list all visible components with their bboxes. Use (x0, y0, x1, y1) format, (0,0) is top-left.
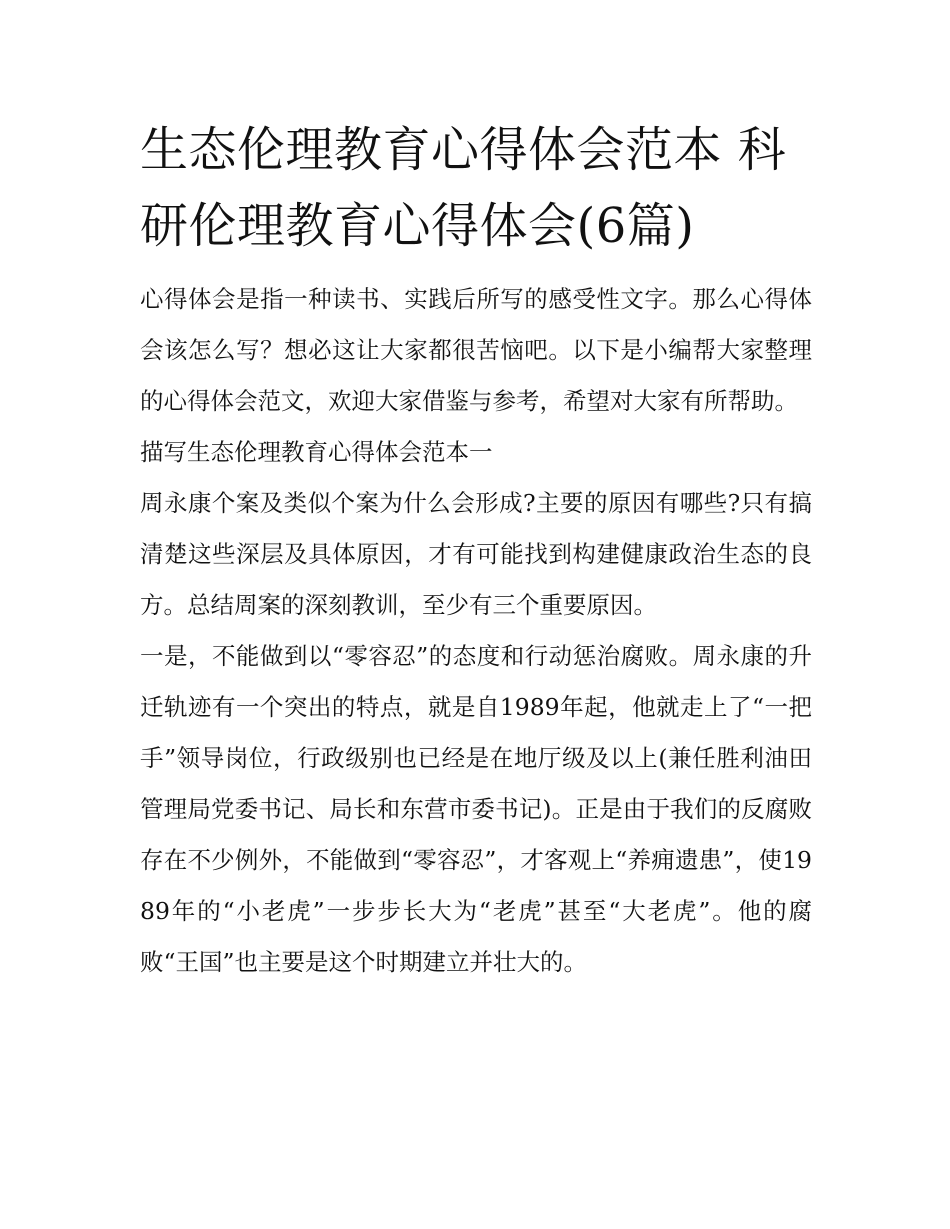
body-paragraph-2: 一是，不能做到以“零容忍”的态度和行动惩治腐败。周永康的升迁轨迹有一个突出的特点，就是自1989年起，他就走上了“一把手”领导岗位，行政级别也已经是在地厅级及以上(兼任胜利油田管理局党委书记、局长和东营市委书记)。正是由于我们的反腐败存在不少例外，不能做到“零容忍”，才客观上“养痈遗患”，使1989年的“小老虎”一步步长大为“老虎”甚至“大老虎”。他的腐败“王国”也主要是这个时期建立并壮大的。 (140, 642, 812, 976)
document-body (140, 274, 812, 988)
intro-paragraph: 心得体会是指一种读书、实践后所写的感受性文字。那么心得体会该怎么写？想必这让大家都很苦恼吧。以下是小编帮大家整理的心得体会范文，欢迎大家借鉴与参考，希望对大家有所帮助。 (140, 285, 812, 415)
section-heading: 描写生态伦理教育心得体会范本一 (140, 438, 493, 466)
body-paragraph-1: 周永康个案及类似个案为什么会形成?主要的原因有哪些?只有搞清楚这些深层及具体原因，才有可能找到构建健康政治生态的良方。总结周案的深刻教训，至少有三个重要原因。 (140, 489, 812, 619)
document-page (140, 112, 812, 988)
document-title: 生态伦理教育心得体会范本 科研伦理教育心得体会(6篇) (140, 122, 787, 254)
